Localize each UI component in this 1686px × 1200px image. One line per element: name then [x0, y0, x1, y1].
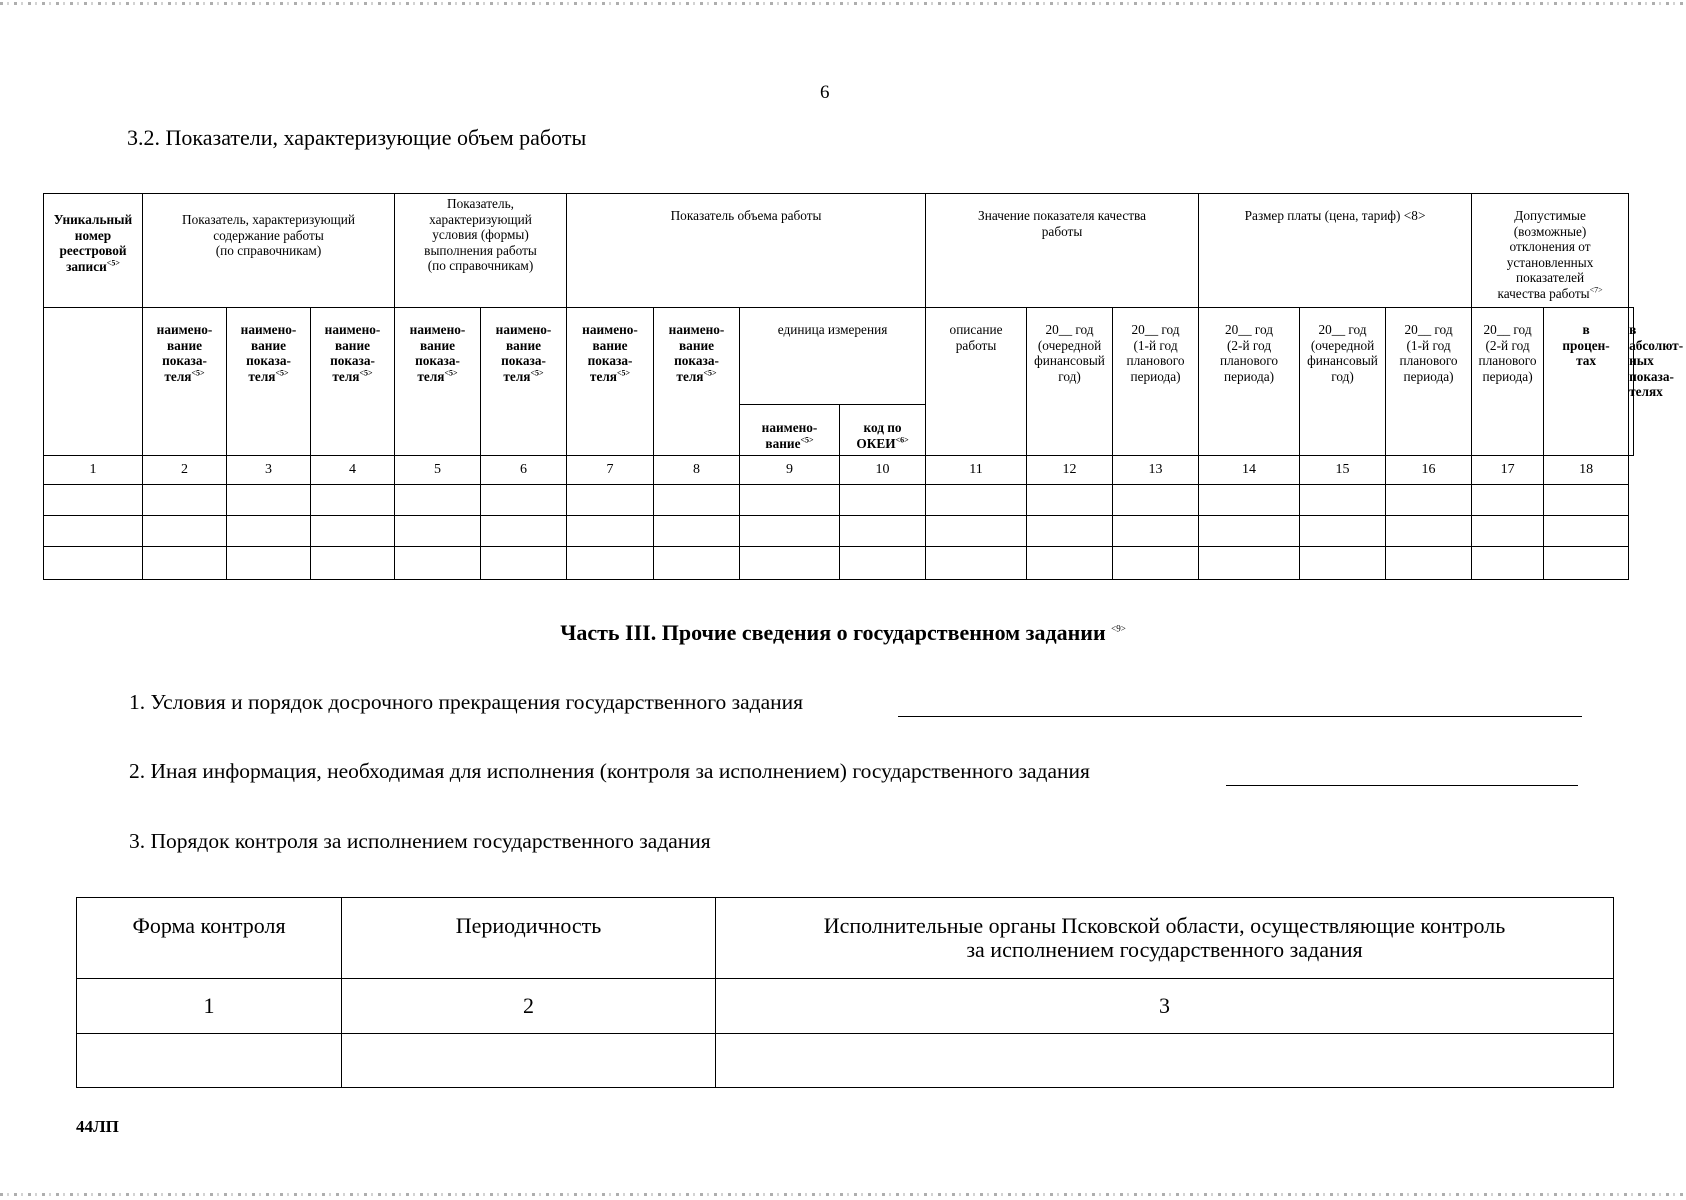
- header-line: наимено-: [582, 322, 638, 337]
- empty-cell: [481, 516, 567, 547]
- footnote-ref: <5>: [617, 368, 631, 378]
- header-indicator-name: [143, 308, 227, 456]
- header-content-indicator: [143, 194, 395, 308]
- header-line: единица измерения: [777, 322, 888, 337]
- header-line: показа-: [415, 353, 460, 368]
- header-indicator-name: [227, 308, 311, 456]
- table-row: [44, 516, 1634, 547]
- header-line: наимено-: [761, 420, 818, 435]
- empty-cell: [1113, 485, 1199, 516]
- header-line: работы: [1041, 223, 1083, 239]
- empty-cell: [840, 485, 926, 516]
- table-row: [77, 1034, 1614, 1088]
- footnote-ref: <5>: [191, 368, 205, 378]
- page-number: 6: [820, 82, 830, 103]
- column-number: 18: [1544, 456, 1629, 485]
- header-row-groups: [44, 194, 1634, 308]
- empty-cell: [1027, 516, 1113, 547]
- header-line: периода): [1482, 368, 1533, 384]
- empty-cell: [227, 485, 311, 516]
- header-line: Значение показателя качества: [978, 208, 1147, 223]
- empty-cell: [1113, 516, 1199, 547]
- empty-cell: [567, 547, 654, 580]
- header-line: наимено-: [240, 322, 297, 337]
- volume-indicators-table: [43, 193, 1684, 580]
- header-line: (1-й год: [1406, 337, 1451, 353]
- column-number: 5: [395, 456, 481, 485]
- header-line: в: [1582, 322, 1590, 337]
- empty-cell: [44, 516, 143, 547]
- empty-cell: [1300, 485, 1386, 516]
- table-row: [44, 485, 1634, 516]
- scan-edge-bottom: [0, 1193, 1686, 1196]
- header-line: (2-й год: [1226, 337, 1272, 353]
- header-line: 20__ год: [1045, 322, 1094, 337]
- empty-cell: [44, 485, 143, 516]
- header-line: вание: [505, 337, 542, 353]
- header-line: абсолют-: [1629, 337, 1684, 353]
- header-indicator-name: [311, 308, 395, 456]
- part-title: [0, 620, 1686, 646]
- empty-cell: [1544, 516, 1629, 547]
- empty-cell: [840, 547, 926, 580]
- column-number: 13: [1113, 456, 1199, 485]
- column-number: 16: [1386, 456, 1472, 485]
- header-fee-size: [1199, 194, 1472, 308]
- header-line: выполнения работы: [424, 242, 537, 258]
- fill-in-line: [898, 716, 1582, 717]
- table-row: [44, 547, 1634, 580]
- header-line: показа-: [162, 353, 207, 368]
- column-number: 7: [567, 456, 654, 485]
- empty-cell: [395, 485, 481, 516]
- empty-cell: [1199, 516, 1300, 547]
- header-line: вание: [250, 337, 287, 353]
- header-fee-year-plan1: [1386, 308, 1472, 456]
- header-indicator-name: [654, 308, 740, 456]
- footnote-ref: <5>: [800, 435, 814, 445]
- header-line: (1-й год: [1133, 337, 1178, 353]
- header-line: реестровой: [59, 243, 127, 258]
- header-line: 20__ год: [1131, 322, 1180, 337]
- fill-in-line: [1226, 785, 1578, 786]
- footnote-ref: <5>: [359, 368, 373, 378]
- header-quality-year-next: [1027, 308, 1113, 456]
- header-line: показа-: [674, 353, 719, 368]
- paragraph-other-information: 2. Иная информация, необходимая для исполнения (контроля за исполнением) государственного задания: [129, 759, 1090, 783]
- header-line: установленных: [1506, 254, 1594, 270]
- header-unique-number: [44, 194, 143, 308]
- empty-cell: [481, 547, 567, 580]
- empty-cell: [77, 1034, 342, 1088]
- header-line: 20__ год: [1483, 322, 1532, 337]
- header-line: планового: [1220, 353, 1279, 368]
- header-line: записи: [66, 258, 107, 274]
- empty-cell: [926, 547, 1027, 580]
- header-line: вание: [765, 435, 801, 451]
- header-volume-indicator: [567, 194, 926, 308]
- header-line: 20__ год: [1404, 322, 1453, 337]
- empty-cell: [143, 516, 227, 547]
- header-line: Показатель,: [447, 196, 514, 211]
- paragraph-early-termination: 1. Условия и порядок досрочного прекращения государственного задания: [129, 690, 804, 714]
- header-indicator-name: [395, 308, 481, 456]
- section-heading: 3.2. Показатели, характеризующие объем работы: [127, 125, 587, 150]
- empty-cell: [395, 516, 481, 547]
- header-indicator-name: [481, 308, 567, 456]
- footnote-ref: <5>: [275, 368, 289, 378]
- header-line: теля: [332, 368, 360, 384]
- column-number: 3: [716, 979, 1614, 1034]
- column-number: 1: [44, 456, 143, 485]
- header-empty-cell: [44, 308, 143, 456]
- header-line: 20__ год: [1318, 322, 1367, 337]
- empty-cell: [227, 547, 311, 580]
- header-line: код по: [863, 420, 902, 435]
- column-number: 11: [926, 456, 1027, 485]
- header-line: (очередной: [1037, 337, 1102, 353]
- empty-cell: [926, 516, 1027, 547]
- empty-cell: [840, 516, 926, 547]
- header-line: качества работы: [1497, 285, 1590, 301]
- empty-cell: [227, 516, 311, 547]
- header-line: (по справочникам): [427, 258, 534, 273]
- header-line: теля: [248, 368, 276, 384]
- header-line: телях: [1629, 384, 1663, 399]
- header-line: (возможные): [1513, 223, 1587, 239]
- control-table: [76, 897, 1614, 1088]
- empty-cell: [311, 485, 395, 516]
- header-line: показа-: [246, 353, 291, 368]
- header-line: Размер платы (цена, тариф) <8>: [1244, 208, 1426, 223]
- column-number: 6: [481, 456, 567, 485]
- footnote-ref: <5>: [106, 258, 120, 268]
- control-table-header: [77, 898, 1614, 979]
- empty-cell: [1544, 485, 1629, 516]
- column-number: 2: [342, 979, 716, 1034]
- empty-cell: [1386, 485, 1472, 516]
- header-line: наимено-: [409, 322, 466, 337]
- empty-cell: [1113, 547, 1199, 580]
- header-line: год): [1331, 368, 1354, 384]
- header-line: финансовый: [1307, 353, 1378, 368]
- column-number: 8: [654, 456, 740, 485]
- empty-cell: [716, 1034, 1614, 1088]
- header-line: номер: [74, 227, 112, 243]
- header-row-subcolumns: [44, 308, 1634, 405]
- header-line: теля: [164, 368, 192, 384]
- column-number: 10: [840, 456, 926, 485]
- header-control-form: Форма контроля: [77, 898, 342, 979]
- header-fee-year-plan2: [1472, 308, 1544, 456]
- header-quality-year-plan1: [1113, 308, 1199, 456]
- header-line: содержание работы: [213, 227, 324, 243]
- header-line: год): [1058, 368, 1081, 384]
- empty-cell: [1199, 547, 1300, 580]
- header-line: (2-й год: [1485, 337, 1530, 353]
- footnote-ref: <5>: [530, 368, 544, 378]
- empty-cell: [1027, 547, 1113, 580]
- header-line: показателей: [1516, 270, 1585, 285]
- header-unit-okei-code: [840, 405, 926, 456]
- header-deviation-absolute: [1629, 308, 1684, 456]
- empty-cell: [740, 516, 840, 547]
- empty-cell: [1472, 547, 1544, 580]
- column-number: 1: [77, 979, 342, 1034]
- header-line: теля: [417, 368, 445, 384]
- column-number: 9: [740, 456, 840, 485]
- header-line: характеризующий: [429, 211, 532, 227]
- header-line: периода): [1130, 368, 1181, 384]
- header-line: Исполнительные органы Псковской области, осуществляющие контроль: [823, 913, 1506, 938]
- header-work-description: [926, 308, 1027, 456]
- footnote-ref: <5>: [703, 368, 717, 378]
- empty-cell: [1027, 485, 1113, 516]
- header-line: показа-: [587, 353, 633, 368]
- column-number: 3: [227, 456, 311, 485]
- header-line: вание: [419, 337, 456, 353]
- header-line: теля: [503, 368, 531, 384]
- footnote-ref: <6>: [895, 435, 909, 445]
- empty-cell: [1300, 516, 1386, 547]
- column-number: 14: [1199, 456, 1300, 485]
- column-number: 2: [143, 456, 227, 485]
- header-unit-name: [740, 405, 840, 456]
- empty-cell: [143, 485, 227, 516]
- paragraph-control-procedure: 3. Порядок контроля за исполнением государственного задания: [129, 829, 711, 853]
- header-line: 20__ год: [1225, 322, 1274, 337]
- header-line: вание: [334, 337, 371, 353]
- header-indicator-name: [567, 308, 654, 456]
- empty-cell: [481, 485, 567, 516]
- empty-cell: [1199, 485, 1300, 516]
- empty-cell: [740, 547, 840, 580]
- empty-cell: [1300, 547, 1386, 580]
- column-number: 12: [1027, 456, 1113, 485]
- footnote-ref: <7>: [1589, 285, 1603, 295]
- header-line: периода): [1223, 368, 1275, 384]
- header-line: Уникальный: [53, 212, 133, 227]
- empty-cell: [654, 516, 740, 547]
- empty-cell: [567, 516, 654, 547]
- empty-cell: [926, 485, 1027, 516]
- column-number: 15: [1300, 456, 1386, 485]
- header-line: условия (формы): [432, 227, 529, 242]
- empty-cell: [1472, 485, 1544, 516]
- header-line: показа-: [1629, 368, 1674, 384]
- header-line: Показатель, характеризующий: [182, 212, 355, 227]
- header-line: процен-: [1562, 337, 1610, 353]
- empty-cell: [1386, 516, 1472, 547]
- footnote-ref: <9>: [1111, 623, 1126, 634]
- footnote-ref: <5>: [444, 368, 458, 378]
- header-unit-of-measure: [740, 308, 926, 405]
- header-conditions-indicator: [395, 194, 567, 308]
- header-line: Допустимые: [1514, 208, 1586, 223]
- header-line: планового: [1399, 353, 1458, 368]
- empty-cell: [740, 485, 840, 516]
- empty-cell: [1544, 547, 1629, 580]
- column-number-row: [44, 456, 1634, 485]
- header-line: показа-: [330, 353, 375, 368]
- header-deviation-percent: [1544, 308, 1629, 456]
- column-number: 4: [311, 456, 395, 485]
- header-line: в: [1629, 322, 1637, 337]
- header-control-bodies: [716, 898, 1614, 979]
- header-line: наимено-: [495, 322, 552, 337]
- header-line: теля: [676, 368, 704, 384]
- header-line: за исполнением государственного задания: [966, 937, 1363, 962]
- header-line: наимено-: [668, 322, 725, 337]
- empty-cell: [654, 547, 740, 580]
- header-line: (по справочникам): [215, 243, 322, 258]
- empty-cell: [395, 547, 481, 580]
- header-line: отклонения от: [1509, 239, 1591, 254]
- header-line: вание: [592, 337, 628, 353]
- header-periodicity: Периодичность: [342, 898, 716, 979]
- header-line: периода): [1403, 368, 1454, 384]
- empty-cell: [1386, 547, 1472, 580]
- header-line: работы: [955, 337, 997, 353]
- header-line: финансовый: [1034, 353, 1105, 368]
- header-line: вание: [166, 337, 203, 353]
- header-line: наимено-: [156, 322, 213, 337]
- part-title-text: Часть III. Прочие сведения о государственном задании: [560, 620, 1106, 645]
- empty-cell: [654, 485, 740, 516]
- column-number: 17: [1472, 456, 1544, 485]
- header-line: (очередной: [1310, 337, 1375, 353]
- header-line: ОКЕИ: [856, 435, 896, 451]
- header-line: планового: [1126, 353, 1185, 368]
- empty-cell: [567, 485, 654, 516]
- header-line: вание: [678, 337, 715, 353]
- empty-cell: [342, 1034, 716, 1088]
- header-line: тах: [1576, 353, 1597, 368]
- header-line: описание: [949, 322, 1003, 337]
- header-line: наимено-: [324, 322, 381, 337]
- header-line: показа-: [501, 353, 546, 368]
- header-quality-year-plan2: [1199, 308, 1300, 456]
- footer-code: 44ЛП: [76, 1117, 119, 1136]
- header-line: ных: [1629, 353, 1654, 368]
- empty-cell: [143, 547, 227, 580]
- empty-cell: [1472, 516, 1544, 547]
- control-table-numbers: [77, 979, 1614, 1034]
- header-quality-value: [926, 194, 1199, 308]
- header-fee-year-next: [1300, 308, 1386, 456]
- scan-edge-top: [0, 2, 1686, 5]
- empty-cell: [311, 547, 395, 580]
- empty-cell: [44, 547, 143, 580]
- header-line: Показатель объема работы: [670, 208, 822, 223]
- header-line: теля: [589, 368, 617, 384]
- header-line: планового: [1478, 353, 1537, 368]
- header-allowable-deviations: [1472, 194, 1629, 308]
- empty-cell: [311, 516, 395, 547]
